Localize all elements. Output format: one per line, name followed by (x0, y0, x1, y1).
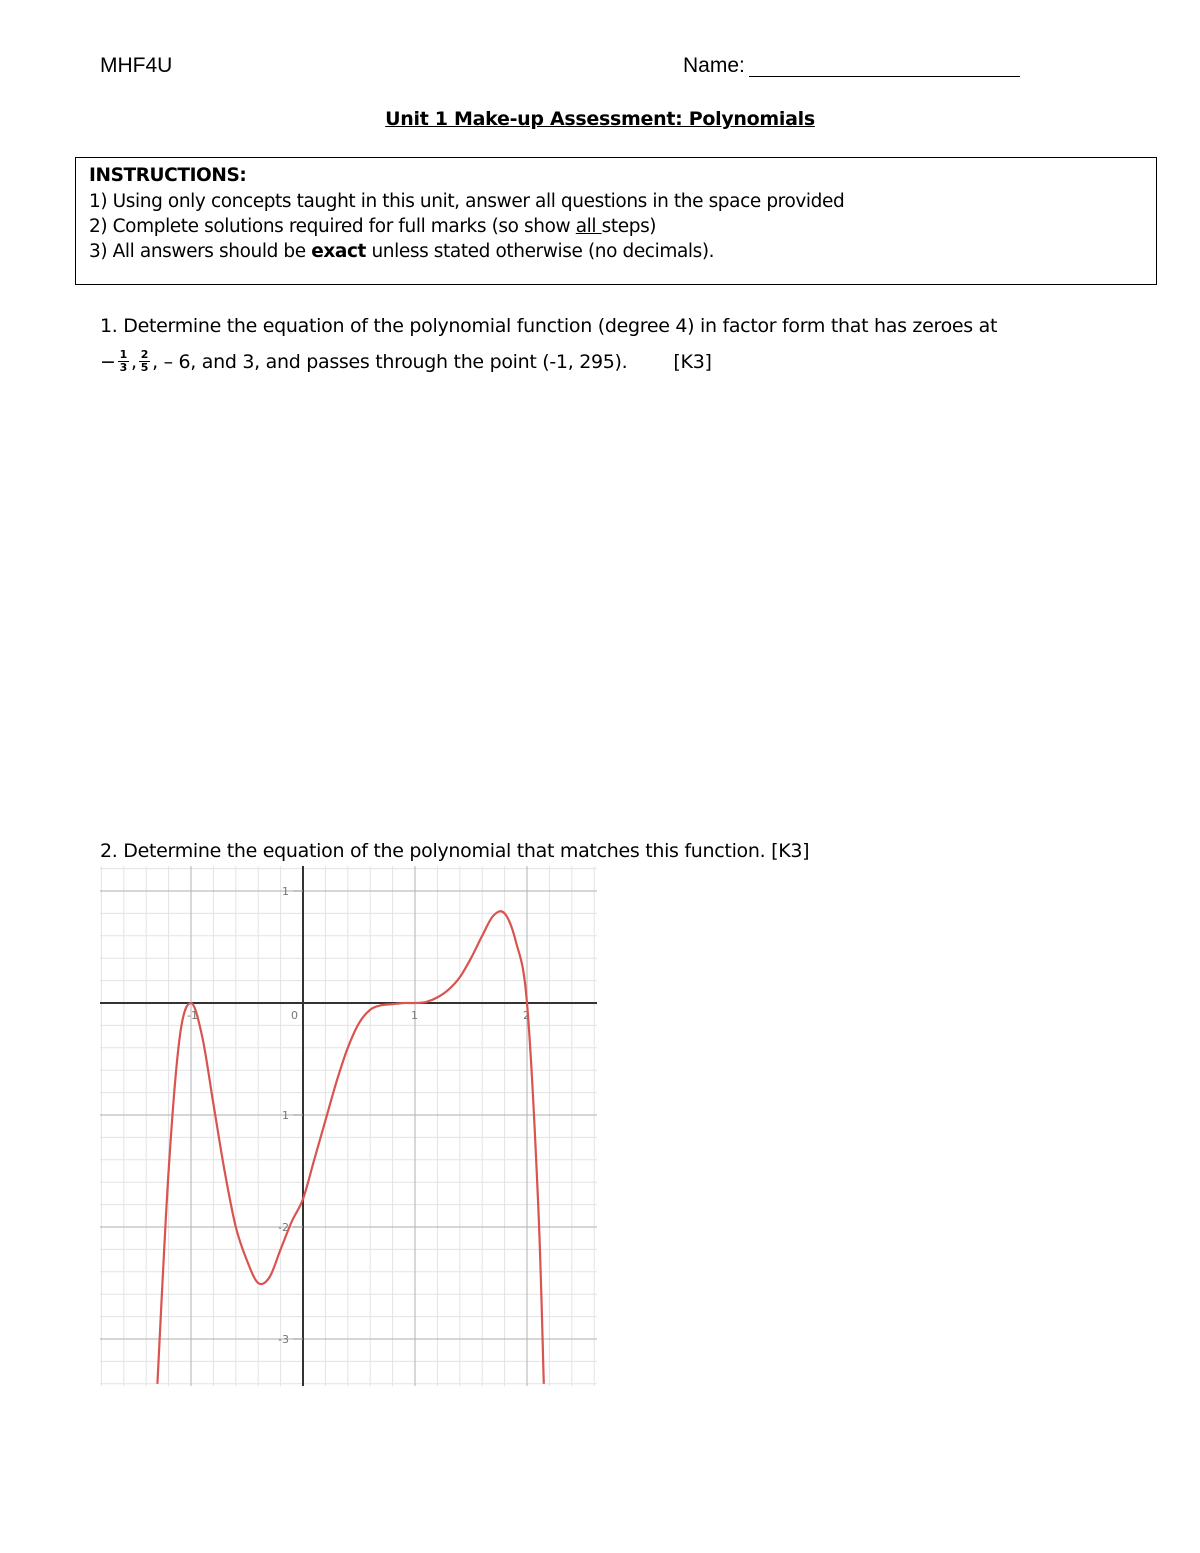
x-tick-label: 2 (523, 1009, 530, 1022)
negative-sign: − (100, 350, 116, 373)
instructions-heading: INSTRUCTIONS: (89, 165, 247, 186)
x-tick-label: 0 (291, 1009, 298, 1022)
instructions-box (75, 157, 1157, 285)
y-tick-label: 1 (282, 1109, 289, 1122)
instruction-item-3: 3) All answers should be exact unless stated otherwise (no decimals). (89, 241, 715, 262)
instruction-item-1: 1) Using only concepts taught in this unit, answer all questions in the space provided (89, 191, 845, 212)
question-2-text: 2. Determine the equation of the polynomial that matches this function. [K3] (100, 840, 810, 862)
fraction-two-fifths: $\frac{2}{5}$ (140, 348, 149, 374)
x-tick-label: -1 (187, 1009, 198, 1022)
name-label: Name: (683, 54, 745, 77)
y-tick-label: -2 (278, 1221, 289, 1234)
question-1-line-2: − $\frac{1}{3}$ , $\frac{2}{5}$ , – 6, and 3, and passes through the point (-1, 295). [K3] (100, 348, 712, 374)
polynomial-curve (157, 911, 543, 1384)
x-tick-label: 1 (411, 1009, 418, 1022)
course-code: MHF4U (100, 54, 173, 77)
question-1-rest: , – 6, and 3, and passes through the point (-1, 295). (152, 350, 628, 373)
name-blank-line[interactable] (749, 76, 1020, 77)
y-tick-label: -3 (278, 1333, 289, 1346)
page-title: Unit 1 Make-up Assessment: Polynomials (385, 108, 815, 130)
question-1-mark: [K3] (673, 350, 712, 373)
polynomial-graph (100, 866, 597, 1386)
fraction-one-third: $\frac{1}{3}$ (119, 348, 127, 374)
question-1-line-1: 1. Determine the equation of the polynomial function (degree 4) in factor form that has zeroes at (100, 315, 998, 337)
instruction-item-2: 2) Complete solutions required for full marks (so show all steps) (89, 216, 657, 237)
y-tick-label: 1 (282, 885, 289, 898)
